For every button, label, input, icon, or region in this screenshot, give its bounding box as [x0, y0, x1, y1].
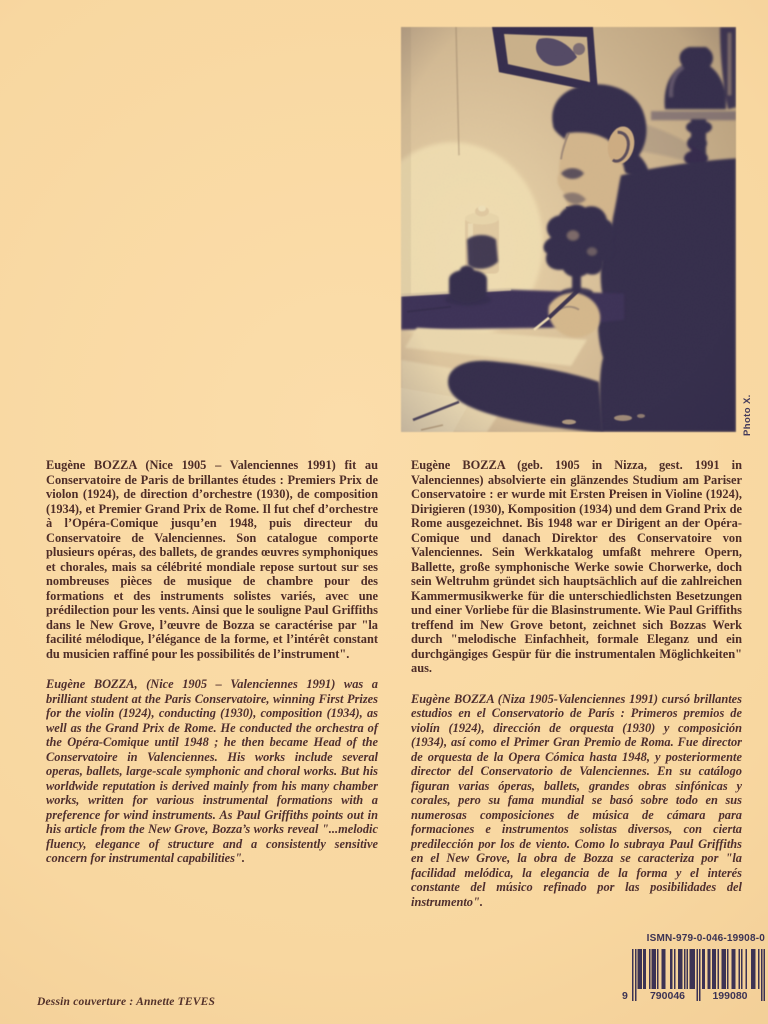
bio-paragraph-english: Eugène BOZZA, (Nice 1905 – Valenciennes 1991) was a brilliant student at the Paris Conservatoire, winning First Prizes for the violin (1924), conducting (1930), composition (1934), as well as the Grand Prix de Rome. He conducted the orchestra of the Opéra-Comique until 1948 ; he then became Head of the Conservatoire in Valenciennes. His works include several operas, ballets, large-scale symphonic and choral works. But his worldwide reputation is derived mainly from his many chamber works, written for various instrumental formations with a preference for wind instruments. As Paul Griffiths points out in his article from the New Grove, Bozza’s works reveal "...melodic fluency, elegance of structure and a consistently sensitive concern for instrumental capabilities".: [46, 677, 378, 865]
composer-portrait-photo: [401, 27, 736, 432]
bio-column-left: [46, 458, 378, 866]
bio-paragraph-german: Eugène BOZZA (geb. 1905 in Nizza, gest. 1991 in Valenciennes) absolvierte ein glänzendes Studium am Pariser Conservatoire : er wurde mit Ersten Preisen in Violine (1924), Dirigieren (1930), Komposition (1934) und dem Grand Prix de Rome ausgezeichnet. Bis 1948 war er Dirigent an der Opéra-Comique und danach Direktor des Conservatoire von Valenciennes. Sein Werkkatalog umfaßt mehrere Opern, Ballette, große symphonische Werke sowie Chorwerke, doch sein Weltruhm gründet sich hauptsächlich auf die zahlreichen Kammermusikwerke für die unterschiedlichsten Besetzungen und einer Vorliebe für die Blasinstrumente. Wie Paul Griffiths treffend im New Grove betont, zeichnet sich Bozzas Werk durch "melodische Einfachheit, formale Eleganz und ein durchgängiges Gespür für die instrumentalen Möglichkeiten" aus.: [411, 458, 742, 675]
composer-writing-illustration: [401, 27, 736, 432]
photo-credit-label: Photo X.: [742, 394, 753, 436]
ean13-barcode: [622, 949, 765, 1009]
bio-paragraph-spanish: Eugène BOZZA (Niza 1905-Valenciennes 1991) cursó brillantes estudios en el Conservatorio de París : Primeros premios de violín (1924), dirección de orquesta (1930) y composición (1934), así como el Primer Gran Premio de Roma. Fue director de orquesta de la Opera Cómica hasta 1948, y posteriormente director del Conservatorio de Valenciennes. En su catálogo figuran varias óperas, ballets, grandes obras sinfónicas y corales, pero su fama mundial se basó sobre todo en sus numerosas composiciones de música de cámara para formaciones e instrumentos solistas diversos, con cierta predilección por los de viento. Como lo subraya Paul Griffiths en el New Grove, la obra de Bozza se caracteriza por "la facilidad melódica, la elegancia de la forma y el interés constante del músico refinado por las posibilidades del instrumento".: [411, 691, 742, 909]
barcode-digits-right: 199080: [712, 990, 748, 1002]
bio-column-right: [411, 458, 742, 909]
barcode-digit-lead: 9: [622, 990, 628, 1002]
ismn-label: ISMN-979-0-046-19908-0: [646, 933, 765, 944]
cover-design-credit: Dessin couverture : Annette TEVES: [37, 996, 216, 1008]
bio-paragraph-french: Eugène BOZZA (Nice 1905 – Valenciennes 1991) fit au Conservatoire de Paris de brillantes études : Premiers Prix de violon (1924), de direction d’orchestre (1930), de composition (1934), et Premier Grand Prix de Rome. Il fut chef d’orchestre à l’Opéra-Comique jusqu’en 1948, puis directeur du Conservatoire de Valenciennes. Son catalogue comporte plusieurs opéras, des ballets, de grandes œuvres symphoniques et chorales, mais sa célébrité mondiale repose surtout sur ses nombreuses pièces de musique de chambre pour des formations et des instruments solistes variés, avec une prédilection pour les vents. Ainsi que le souligne Paul Griffiths dans le New Grove, l’œuvre de Bozza se caractérise par "la facilité mélodique, l’élégance de la forme, et l’intérêt constant du musicien raffiné pour les possibilités de l’instrument".: [46, 458, 378, 661]
barcode-digits-left: 790046: [649, 990, 686, 1002]
